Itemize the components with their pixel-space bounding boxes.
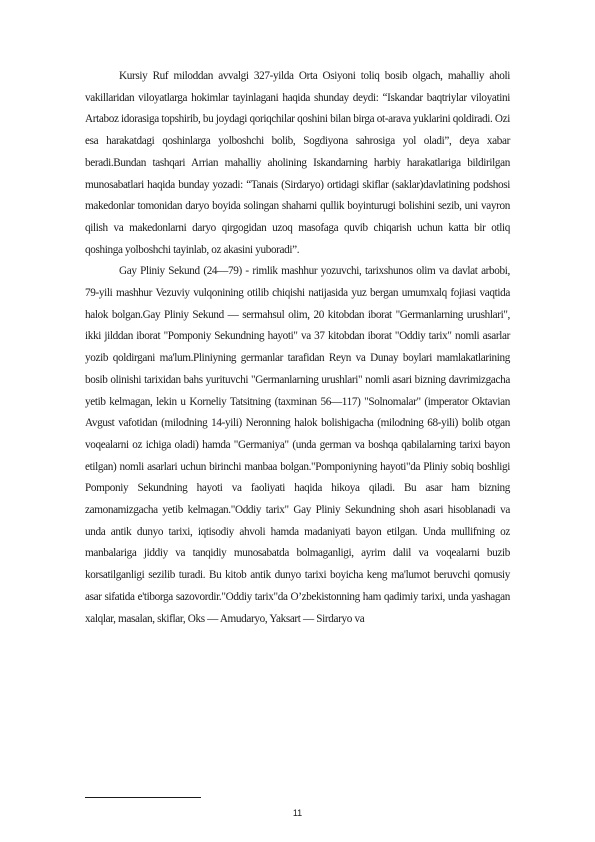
footnote-separator	[85, 797, 201, 798]
page-number: 11	[292, 808, 303, 818]
paragraph-kursiy-ruf: Kursiy Ruf miloddan avvalgi 327-yilda Orta Osiyoni toliq bosib olgach, mahalliy aholi vakillaridan viloyatlarga hokimlar tayinlagani haqida shunday deydi: “Iskandar baqtriylar viloyatini Artaboz idorasiga topshirib, bu joydagi qoriqchilar qoshini bilan birga ot-arava yuklarini qoldiradi. Ozi esa harakatdagi qoshinlarga yolboshchi bolib, Sogdiyona sahrosiga yol oladi”, deya xabar beradi.Bundan tashqari Arrian mahalliy aholining Iskandarning harbiy harakatlariga bildirilgan munosabatlari haqida bunday yozadi: “Tanais (Sirdaryo) ortidagi skiflar (saklar)davlatining podshosi makedonlar tomonidan daryo boyida solingan shaharni qullik boyinturugi bolishini sezib, uni vayron qilish va makedonlarni daryo qirgogidan uzoq masofaga quvib chiqarish uchun katta bir otliq qoshinga yolboshchi tayinlab, oz akasini yuboradi”.	[85, 70, 510, 256]
body-text	[85, 66, 510, 630]
paragraph-gay-pliniy: Gay Pliniy Sekund (24—79) - rimlik mashhur yozuvchi, tarixshunos olim va davlat arbobi, 79-yili mashhur Vezuviy vulqonining otilib chiqishi natijasida yuz bergan umumxalq fojiasi vaqtida halok bolgan.Gay Pliniy Sekund — sermahsul olim, 20 kitobdan iborat "Germanlarning urushlari", ikki jilddan iborat "Pomponiy Sekundning hayoti" va 37 kitobdan iborat "Oddiy tarix" nomli asarlar yozib qoldirgani ma'lum.Pliniyning germanlar tarafidan Reyn va Dunay boylari mamlakatlarining bosib olinishi tarixidan bahs yurituvchi "Germanlarning urushlari" nomli asari bizning davrimizgacha yetib kelmagan, lekin u Korneliy Tatsitning (taxminan 56—117) "Solnomalar" (imperator Oktavian Avgust vafotidan (milodning 14-yili) Neronning halok bolishigacha (milodning 68-yili) bolib otgan voqealarni oz ichiga oladi) hamda "Germaniya" (unda german va boshqa qabilalarning tarixi bayon etilgan) nomli asarlari uchun birinchi manbaa bolgan."Pomponiyning hayoti"da Pliniy sobiq boshligi Pomponiy Sekundning hayoti va faoliyati haqida hikoya qiladi. Bu asar ham bizning zamonamizgacha yetib kelmagan."Oddiy tarix" Gay Pliniy Sekundning shoh asari hisoblanadi va unda antik dunyo tarixi, iqtisodiy ahvoli hamda madaniyati bayon etilgan. Unda mullifning oz manbalariga jiddiy va tanqidiy munosabatda bolmaganligi, ayrim dalil va voqealarni buzib korsatilganligi sezilib turadi. Bu kitob antik dunyo tarixi boyicha keng ma'lumot beruvchi qomusiy asar sifatida e'tiborga sazovordir."Oddiy tarix"da O’zbekistonning ham qadimiy tarixi, unda yashagan xalqlar, masalan, skiflar, Oks — Amudaryo, Yaksart — Sirdaryo va	[85, 265, 510, 625]
